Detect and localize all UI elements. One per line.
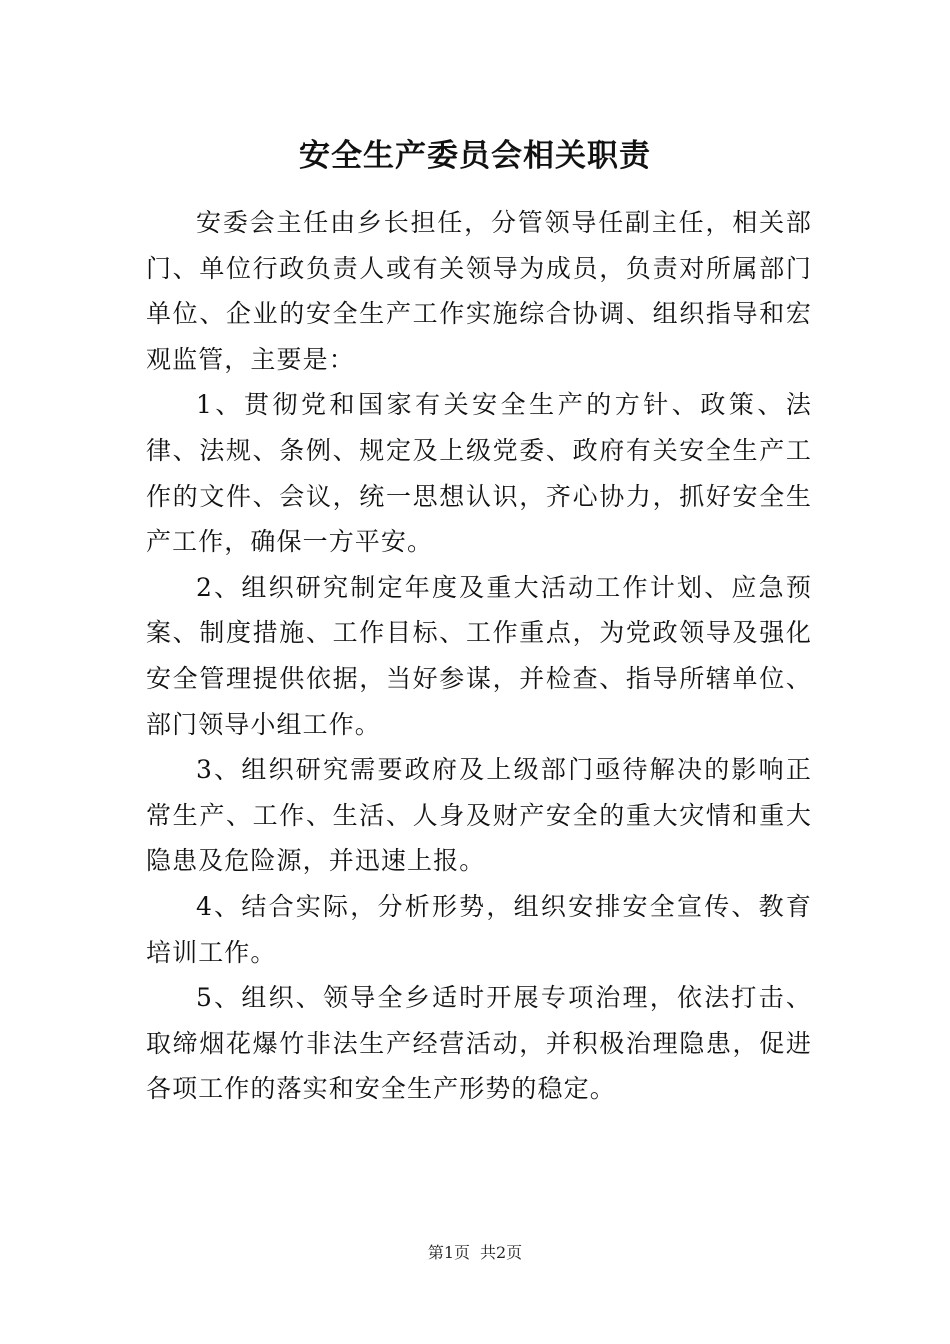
duty-item-5: 5、组织、领导全乡适时开展专项治理，依法打击、取缔烟花爆竹非法生产经营活动，并积极治理隐患，促进各项工作的落实和安全生产形势的稳定。 xyxy=(146,983,812,1104)
current-page-number: 第1页 xyxy=(427,1243,470,1262)
duty-item-2: 2、组织研究制定年度及重大活动工作计划、应急预案、制度措施、工作目标、工作重点，为党政领导及强化安全管理提供依据，当好参谋，并检查、指导所辖单位、部门领导小组工作。 xyxy=(146,572,812,739)
document-body xyxy=(146,200,812,1112)
duty-item-1: 1、贯彻党和国家有关安全生产的方针、政策、法律、法规、条例、规定及上级党委、政府有关安全生产工作的文件、会议，统一思想认识，齐心协力，抓好安全生产工作，确保一方平安。 xyxy=(146,390,812,557)
duty-item-4: 4、结合实际，分析形势，组织安排安全宣传、教育培训工作。 xyxy=(146,891,812,967)
duty-item-3: 3、组织研究需要政府及上级部门亟待解决的影响正常生产、工作、生活、人身及财产安全的重大灾情和重大隐患及危险源，并迅速上报。 xyxy=(146,755,812,876)
document-title: 安全生产委员会相关职责 xyxy=(299,138,651,174)
total-pages: 共2页 xyxy=(480,1243,523,1262)
intro-paragraph: 安委会主任由乡长担任，分管领导任副主任，相关部门、单位行政负责人或有关领导为成员，负责对所属部门单位、企业的安全生产工作实施综合协调、组织指导和宏观监管，主要是： xyxy=(146,208,812,374)
page-footer xyxy=(0,1243,950,1263)
